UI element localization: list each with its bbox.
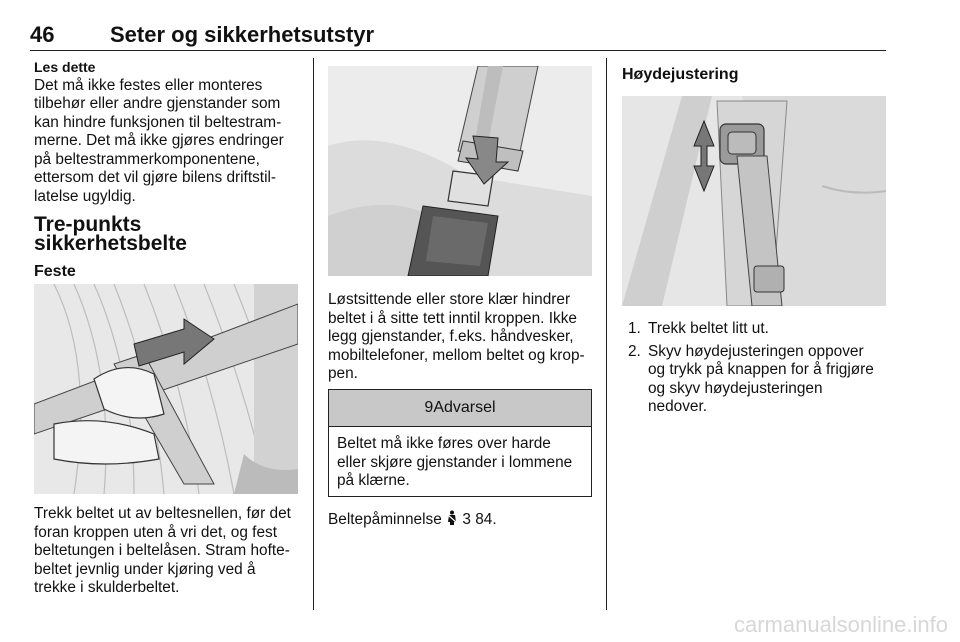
reference-icon: 3 bbox=[462, 511, 471, 528]
step-line: og trykk på knappen for å frigjøre bbox=[648, 361, 874, 378]
column-2-body bbox=[328, 291, 592, 384]
figure-height-adjust bbox=[622, 96, 886, 306]
note-title: Les dette bbox=[34, 59, 96, 75]
body-line: mobiltelefoner, mellom beltet og krop- bbox=[328, 346, 585, 364]
page-title: Seter og sikkerhetsutstyr bbox=[110, 22, 375, 47]
note-line: merne. Det må ikke gjøres endringer bbox=[34, 132, 284, 149]
belt-reminder-reference bbox=[328, 510, 592, 530]
caption-line: beltetungen i beltelåsen. Stram hofte- bbox=[34, 542, 290, 559]
note-line: kan hindre funksjonen til beltestram- bbox=[34, 113, 282, 131]
step-line: Trekk beltet litt ut. bbox=[648, 320, 769, 337]
height-adjust-illustration bbox=[622, 96, 886, 306]
step-line: og skyv høydejusteringen bbox=[648, 379, 823, 397]
warning-body bbox=[329, 427, 591, 491]
column-divider-2 bbox=[606, 58, 607, 610]
watermark: carmanualsonline.info bbox=[733, 612, 948, 637]
caption-line: foran kroppen uten å vri det, og fest bbox=[34, 523, 277, 541]
note-line: ettersom det vil gjøre bilens driftstil- bbox=[34, 169, 277, 186]
body-line: pen. bbox=[328, 365, 358, 382]
fasten-belt-illustration bbox=[34, 284, 298, 494]
section-title-height: Høydejustering bbox=[622, 66, 739, 83]
warning-header bbox=[329, 390, 591, 427]
step-line: nedover. bbox=[648, 398, 708, 415]
warning-icon: 9 bbox=[424, 399, 434, 416]
section-title: Tre-punkts sikkerhetsbelte bbox=[34, 213, 187, 255]
reminder-text: Beltepåminnelse bbox=[328, 511, 442, 528]
step-number: 1. bbox=[628, 320, 641, 337]
buckle-illustration bbox=[328, 66, 592, 276]
note-line: tilbehør eller andre gjenstander som bbox=[34, 95, 281, 112]
caption-line: trekke i skulderbeltet. bbox=[34, 579, 180, 596]
column-divider-1 bbox=[313, 58, 314, 610]
figure-fasten-belt bbox=[34, 284, 298, 494]
body-line: beltet i å sitte tett inntil kroppen. Ikke bbox=[328, 309, 577, 327]
warning-line: Beltet må ikke føres over harde bbox=[337, 435, 551, 452]
step-item bbox=[622, 343, 886, 417]
warning-title: Advarsel bbox=[433, 399, 496, 416]
page-header bbox=[30, 20, 886, 51]
warning-line: eller skjøre gjenstander i lommene bbox=[337, 453, 573, 471]
step-item bbox=[622, 320, 886, 339]
note-line: Det må ikke festes eller monteres bbox=[34, 76, 263, 94]
figure-buckle bbox=[328, 66, 592, 276]
note-line: på beltestrammerkomponentene, bbox=[34, 150, 260, 168]
caption-fasten bbox=[34, 505, 300, 598]
body-line: Løstsittende eller store klær hindrer bbox=[328, 291, 571, 308]
caption-line: Trekk beltet ut av beltesnellen, før det bbox=[34, 505, 291, 522]
warning-box bbox=[328, 389, 592, 497]
page-number: 46 bbox=[30, 22, 55, 47]
reference-page: 84. bbox=[475, 511, 497, 528]
warning-line: på klærne. bbox=[337, 472, 410, 489]
caption-line: beltet jevnlig under kjøring ved å bbox=[34, 560, 256, 578]
height-adjust-steps bbox=[622, 320, 886, 417]
body-line: legg gjenstander, f.eks. håndvesker, bbox=[328, 328, 574, 345]
note-line: latelse ugyldig. bbox=[34, 187, 136, 205]
column-3-heading bbox=[622, 66, 886, 84]
step-number: 2. bbox=[628, 342, 641, 360]
step-line: Skyv høydejusteringen oppover bbox=[648, 342, 864, 360]
seatbelt-reminder-icon bbox=[446, 510, 458, 526]
column-1 bbox=[34, 58, 300, 282]
steps-list bbox=[622, 320, 886, 417]
subsection-title: Feste bbox=[34, 263, 76, 280]
